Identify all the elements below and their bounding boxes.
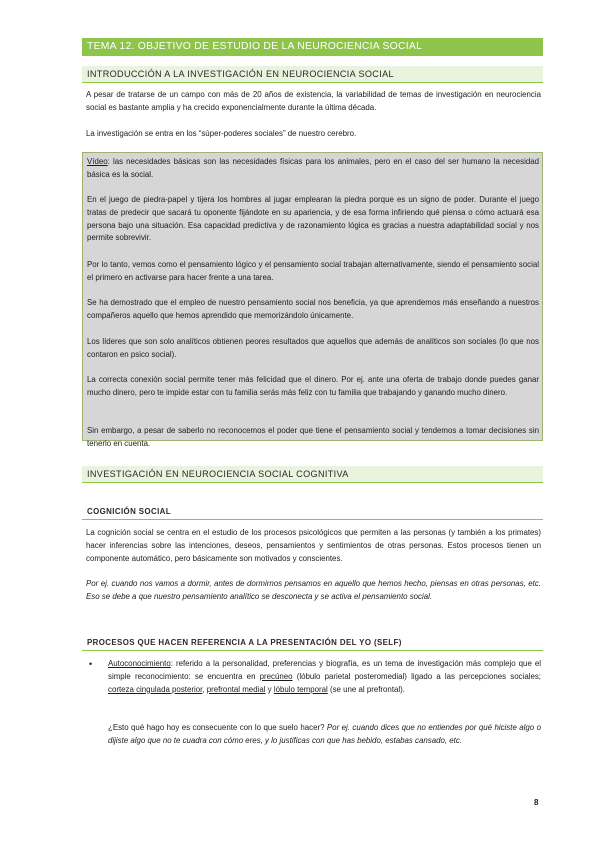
autoconocimiento-text-2: (lóbulo parietal posteromedial) ligado a las percepciones sociales; (292, 671, 541, 681)
intro-superpoderes-paragraph: La investigación se entra en los “súper-poderes sociales” de nuestro cerebro. (86, 129, 357, 138)
video-text: : las necesidades básicas son las necesidades físicas para los animales, pero en el caso del ser humano la necesidad básica es la social. (87, 157, 539, 179)
subsection-heading-cognicion-social: COGNICIÓN SOCIAL (82, 506, 543, 520)
cognicion-social-paragraph: La cognición social se centra en el estudio de los procesos psicológicos que permiten a las personas (y también a los primates) hacer inferencias sobre las intenciones, deseos, pensamientos y sentimientos de otras personas. Estos procesos tienen un componente automático, pero básicamente son motivados y conscientes. (86, 528, 541, 563)
section-heading-introduccion: INTRODUCCIÓN A LA INVESTIGACIÓN EN NEUROCIENCIA SOCIAL (82, 66, 543, 83)
cognicion-social-example: Por ej. cuando nos vamos a dormir, antes de dormirnos pensamos en aquello que hemos hecho, piensas en otras personas, etc. Eso se debe a que nuestro pensamiento analítico se desconecta y se activa el pensamiento social. (86, 579, 541, 601)
conexion-social-paragraph: La correcta conexión social permite tener más felicidad que el dinero. Por ej. ante una oferta de trabajo donde puedes ganar mucho dinero, pero te impide estar con tu familia serás más feliz con tu familia que trabajando y ganando mucho dinero. (87, 375, 539, 397)
chapter-title: TEMA 12. OBJETIVO DE ESTUDIO DE LA NEUROCIENCIA SOCIAL (82, 38, 543, 56)
pensamiento-logico-paragraph: Por lo tanto, vemos como el pensamiento lógico y el pensamiento social trabajan alternativamente, siendo el pensamiento social el primero en activarse para hacer frente a una tarea. (87, 260, 539, 282)
autoconocimiento-paragraph (108, 658, 541, 696)
video-paragraph (87, 156, 539, 182)
pensamiento-social-beneficio-paragraph: Se ha demostrado que el empleo de nuestro pensamiento social nos beneficia, ya que aprendemos más enseñando a nuestros compañeros aquello que hemos aprendido que memorizándolo únicamente. (87, 298, 539, 320)
page-number: 8 (534, 798, 539, 807)
sin-embargo-paragraph: Sin embargo, a pesar de saberlo no reconocemos el poder que tiene el pensamiento social y tendemos a tomar decisiones sin tenerlo en cuenta. (87, 426, 539, 448)
question-text: ¿Esto qué hago hoy es consecuente con lo que suelo hacer? (108, 723, 325, 732)
autoconocimiento-text-4: y (265, 684, 274, 694)
video-notes-box (82, 152, 543, 448)
region-lobulo-temporal: lóbulo temporal (273, 684, 328, 694)
autoconocimiento-text-3: , (202, 684, 207, 694)
autoconocimiento-term: Autoconocimiento (108, 659, 171, 668)
question-example: Por ej. cuando dices que no entiendes por qué hiciste algo o dijiste algo que no te cuadra con cómo eres, y lo justificas con que has bebido, estabas cansado, etc. (108, 723, 541, 745)
section-heading-cognitiva: INVESTIGACIÓN EN NEUROCIENCIA SOCIAL COGNITIVA (82, 466, 543, 483)
region-prefrontal-medial: prefrontal medial (206, 684, 266, 694)
autoconocimiento-text-5: (se une al prefrontal). (327, 684, 405, 694)
lideres-paragraph: Los líderes que son solo analíticos obtienen peores resultados que aquellos que además de analíticos son sociales (lo que nos contaron en psico social). (87, 337, 539, 359)
intro-paragraph: A pesar de tratarse de un campo con más de 20 años de existencia, la variabilidad de temas de investigación en neurociencia social es bastante amplia y ha crecido exponencialmente durante la última década. (86, 90, 541, 112)
video-label: Vídeo (87, 157, 108, 166)
bullet-icon: • (89, 659, 93, 669)
piedra-papel-paragraph: En el juego de piedra-papel y tijera los hombres al jugar emplearan la piedra porque es un signo de poder. Durante el juego tratas de predecir que sacará tu oponente fijándote en su apariencia, y de esa forma infiriendo qué piensa o cómo actuará esa persona bajo una situación. Esa capacidad predictiva y de razonamiento lógica es gracias a nuestra adaptabilidad social y nos permite sobrevivir. (87, 195, 539, 243)
subsection-heading-presentacion-yo: PROCESOS QUE HACEN REFERENCIA A LA PRESENTACIÓN DEL YO (SELF) (82, 637, 543, 651)
autoconocimiento-text: : referido a la personalidad, preferencias y biografía, es un tema de investigación más complejo que el simple reconocimiento: se encuentra en (108, 659, 541, 681)
autoconocimiento-question-paragraph (108, 722, 541, 748)
region-corteza-cingulada: corteza cingulada posterior (108, 684, 203, 694)
region-precuneo: precúneo (259, 671, 293, 681)
